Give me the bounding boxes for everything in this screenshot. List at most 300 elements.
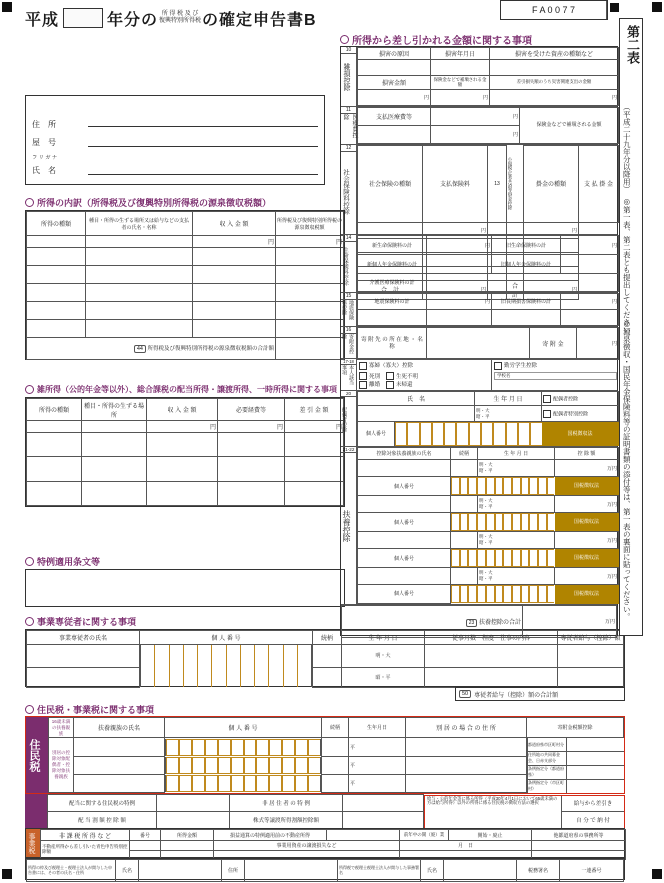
unit-manen-4: 万円 bbox=[606, 573, 617, 580]
medical-paid-input[interactable] bbox=[431, 108, 520, 126]
life-new-label: 新生命保険料の計 bbox=[358, 236, 427, 255]
resident-side-text: 住民税 bbox=[28, 738, 40, 772]
social-mid-label-cell bbox=[507, 146, 524, 223]
row-cell[interactable] bbox=[27, 320, 86, 338]
form-number-row bbox=[500, 0, 608, 18]
dep-mark-4a: 明・大 bbox=[479, 570, 493, 576]
dep-mark-4b: 昭・平 bbox=[479, 576, 493, 582]
eq-blank-3[interactable] bbox=[492, 310, 561, 326]
name-line[interactable] bbox=[88, 174, 318, 175]
dep-mynumber-tag-2 bbox=[555, 512, 619, 532]
right-panel-title-text: 所得から差し引かれる金額に関する事項 bbox=[352, 35, 532, 47]
dep-birth-input-1[interactable] bbox=[478, 460, 555, 476]
col-bt-nontax: 非 課 税 所 得 な ど bbox=[41, 830, 130, 841]
row-cell[interactable] bbox=[147, 457, 218, 481]
donation-place-input[interactable] bbox=[427, 328, 530, 360]
notreturned-label: 未帰還 bbox=[396, 382, 413, 389]
row-cell[interactable] bbox=[82, 432, 147, 456]
title-suffix: の確定申告書B bbox=[202, 11, 317, 29]
social-total-label-2: 合 計 bbox=[507, 280, 524, 299]
dep-birth-input-3[interactable] bbox=[478, 532, 555, 548]
bullet-icon bbox=[25, 385, 34, 394]
donation-amount-input[interactable] bbox=[577, 328, 619, 360]
title-small-2: 復興特別所得税 bbox=[159, 18, 202, 24]
dividend-deduct-input[interactable] bbox=[157, 812, 230, 829]
row-cell[interactable] bbox=[27, 432, 82, 456]
footer-taxname-input[interactable] bbox=[444, 860, 517, 882]
col-bt-realestate: 損益通算の特例適用前の不動産所得 bbox=[214, 830, 327, 841]
row-cell[interactable] bbox=[86, 284, 193, 302]
row-cell[interactable] bbox=[322, 738, 349, 757]
notreturned-checkbox[interactable] bbox=[386, 381, 394, 389]
yen-13: 円 bbox=[611, 299, 617, 305]
misc-unit-yen: 円 bbox=[285, 421, 344, 432]
donation-subtable bbox=[527, 738, 624, 793]
dep-relation-input-1[interactable] bbox=[451, 460, 478, 476]
address-block bbox=[25, 95, 325, 185]
row-cell[interactable] bbox=[425, 667, 558, 687]
year-input[interactable] bbox=[63, 8, 103, 28]
nonresident-label: 非 居 住 者 の 特 例 bbox=[230, 795, 343, 812]
row-cell[interactable] bbox=[406, 774, 527, 792]
donation-row-3: 条例指定分（都道府県） bbox=[528, 766, 564, 778]
resident-title-text: 住民税・事業税に関する事項 bbox=[37, 704, 155, 715]
casualty-amount-input[interactable] bbox=[358, 90, 431, 106]
life-newpension-input[interactable] bbox=[427, 255, 492, 274]
dep-mynumber-tag-text-4: 国税徴収法 bbox=[573, 591, 599, 598]
bt-openclose-month: 月 日 bbox=[400, 841, 532, 851]
casualty-related-input[interactable] bbox=[490, 90, 619, 106]
donation-input-2[interactable] bbox=[566, 752, 624, 765]
row-cell[interactable] bbox=[74, 738, 165, 757]
bt-number-input[interactable] bbox=[130, 841, 161, 851]
row-donation-no: 16 bbox=[341, 327, 356, 334]
row-cell[interactable] bbox=[322, 756, 349, 774]
donation-row-2: 住所地の共同募金会、日赤支部分 bbox=[528, 752, 560, 764]
special-provisions-box[interactable] bbox=[25, 569, 345, 607]
row-cell[interactable] bbox=[276, 266, 344, 284]
row-cell[interactable] bbox=[285, 481, 344, 505]
medical-blank bbox=[358, 126, 431, 144]
res-birth-mark-3: 平 bbox=[349, 774, 406, 792]
row-earthquake-label: 地震保険料控除 bbox=[341, 300, 354, 320]
row-donation bbox=[341, 327, 617, 359]
row-cell[interactable] bbox=[82, 457, 147, 481]
dep-name-input-1[interactable] bbox=[358, 460, 451, 476]
row-medical-marker bbox=[341, 107, 357, 144]
dep-total-input[interactable] bbox=[523, 606, 617, 638]
donation-place-label: 寄 附 先 の 所 在 地 ・ 名 称 bbox=[358, 328, 427, 360]
row-cell[interactable] bbox=[27, 266, 86, 284]
unit-manen-total: 万円 bbox=[604, 619, 615, 625]
dep-name-input-4[interactable] bbox=[358, 568, 451, 584]
casualty-cause-input[interactable] bbox=[358, 60, 431, 76]
yen-8: 円 bbox=[480, 287, 486, 293]
casualty-date-label: 損害年月日 bbox=[431, 48, 490, 60]
casualty-insurance-input[interactable] bbox=[431, 90, 490, 106]
dep-relation-input-3[interactable] bbox=[451, 532, 478, 548]
dep-mynumber-cells-3[interactable] bbox=[451, 548, 555, 568]
row-cell[interactable] bbox=[276, 302, 344, 320]
col-bt-openclose: 前年中の開（廃）業 bbox=[400, 830, 449, 841]
res-number-cells-1[interactable] bbox=[165, 738, 322, 757]
row-cell[interactable] bbox=[147, 481, 218, 505]
title-prefix: 平成 bbox=[25, 11, 60, 29]
misc-income-table bbox=[25, 397, 345, 507]
bullet-icon bbox=[25, 705, 34, 714]
casualty-related-label: 差引損失額のうち災害関連支出の金額 bbox=[490, 76, 619, 90]
dep-mynumber-tag-1 bbox=[555, 476, 619, 496]
bt-realestate-input[interactable] bbox=[327, 830, 400, 841]
employee-total-label: 専従者給与（控除）額の合計額 bbox=[474, 692, 559, 699]
spouse-deduction-label: 配偶者控除 bbox=[553, 395, 579, 402]
col-bt-amount: 所得金額 bbox=[161, 830, 214, 841]
dep-mynumber-tag-text-1: 国税徴収法 bbox=[573, 483, 599, 490]
dep-amount-input-3[interactable] bbox=[555, 532, 619, 548]
row-cell[interactable] bbox=[27, 457, 82, 481]
dep-name-input-3[interactable] bbox=[358, 532, 451, 548]
life-care-input[interactable] bbox=[427, 274, 619, 292]
misc-unit-blank bbox=[27, 421, 82, 432]
dep-mark-2b: 昭・平 bbox=[479, 504, 493, 510]
dep-name-input-2[interactable] bbox=[358, 496, 451, 512]
col-misc-expense: 必要経費等 bbox=[218, 399, 285, 421]
row-cell[interactable] bbox=[276, 284, 344, 302]
choice-salary-deduct[interactable]: 給与から差引き bbox=[562, 796, 624, 813]
dep-mynumber-label-2: 個人番号 bbox=[358, 512, 451, 532]
donation-input-1[interactable] bbox=[566, 738, 624, 751]
row-cell[interactable] bbox=[27, 667, 140, 687]
eq-blank-1[interactable] bbox=[358, 310, 427, 326]
row-spouse bbox=[341, 391, 617, 447]
row-cell[interactable] bbox=[86, 248, 193, 266]
total-row-mark: 44 bbox=[134, 345, 146, 353]
row-casualty-no: 10 bbox=[341, 47, 356, 54]
yen-1: 円 bbox=[423, 95, 429, 101]
row-spouse-no: 20 bbox=[341, 391, 356, 397]
row-dependents-label: 扶養控除 bbox=[342, 510, 351, 542]
dep-mark-3a: 明・大 bbox=[479, 534, 493, 540]
dep-mark-3b: 昭・平 bbox=[479, 540, 493, 546]
row-dependents bbox=[341, 447, 617, 605]
tab-note-1: （平成二十九年分以降用） ◎第一表、第二表とも提出してください。 bbox=[622, 103, 632, 341]
spouse-special-label: 配偶者特別控除 bbox=[553, 410, 589, 417]
unit-manen-2: 万円 bbox=[606, 501, 617, 508]
row-cell[interactable] bbox=[313, 645, 342, 668]
life-oldpension-label: 旧個人年金保険料の計 bbox=[492, 255, 561, 274]
spouse-birth-header: 生 年 月 日 bbox=[475, 392, 542, 406]
col-bt-offices: 他都道府県の事務所等 bbox=[532, 830, 626, 841]
spouse-mark-2: 昭・平 bbox=[476, 413, 490, 419]
donation-input-4[interactable] bbox=[566, 780, 624, 793]
life-oldpension-input[interactable] bbox=[561, 255, 619, 274]
col-emp-work: 従事月数・程度・仕事の内容 bbox=[425, 631, 558, 645]
dep-total-mark: 23 bbox=[466, 619, 478, 627]
dep-mynumber-tag-text-2: 国税徴収法 bbox=[573, 519, 599, 526]
row-cell[interactable] bbox=[27, 302, 86, 320]
dividend-special-input[interactable] bbox=[157, 795, 230, 812]
address-line[interactable] bbox=[88, 126, 318, 127]
col-amount: 収 入 金 額 bbox=[193, 212, 276, 236]
spouse-special-cell bbox=[542, 406, 619, 422]
row-cell[interactable] bbox=[27, 481, 82, 505]
res-birth-mark-2: 平 bbox=[349, 756, 406, 774]
row-casualty-loss bbox=[341, 47, 617, 107]
casualty-insurance-label: 保険金などで補塡される金額 bbox=[431, 76, 490, 90]
row-cell[interactable] bbox=[218, 457, 285, 481]
bereaved-checkbox[interactable] bbox=[359, 372, 367, 380]
spouse-name-header: 氏 名 bbox=[358, 392, 475, 406]
address-label: 住 所 bbox=[32, 119, 56, 129]
eq-blank-4[interactable] bbox=[561, 310, 619, 326]
total-row-value[interactable] bbox=[276, 338, 344, 360]
footer-col-7: 一連番号 bbox=[560, 860, 624, 882]
second-sheet-tab bbox=[619, 18, 643, 636]
spouse-birth-mark bbox=[475, 406, 542, 422]
unit-manen-1: 万円 bbox=[606, 465, 617, 472]
row-cell[interactable] bbox=[425, 645, 558, 668]
medical-insurance-input[interactable] bbox=[431, 126, 520, 144]
row-cell[interactable] bbox=[86, 302, 193, 320]
bullet-icon bbox=[25, 557, 34, 566]
footer-address-input[interactable] bbox=[245, 860, 338, 882]
footer-col-6: 税務署名 bbox=[517, 860, 560, 882]
misc-unit-yen: 円 bbox=[218, 421, 285, 432]
row-cell[interactable] bbox=[276, 248, 344, 266]
row-cell[interactable] bbox=[27, 645, 140, 668]
col-res-birth: 生年月日 bbox=[349, 718, 406, 738]
row-cell[interactable] bbox=[285, 457, 344, 481]
unknown-checkbox[interactable] bbox=[386, 372, 394, 380]
footer-name-input[interactable] bbox=[139, 860, 222, 882]
business-tax-table bbox=[25, 828, 625, 858]
col-misc-net: 差 引 金 額 bbox=[285, 399, 344, 421]
yago-label: 屋 号 bbox=[32, 137, 56, 147]
unknown-label: 生死不明 bbox=[396, 373, 419, 380]
unit-blank-2 bbox=[86, 236, 193, 248]
row-cell[interactable] bbox=[558, 645, 624, 668]
spouse-mynumber-label: 個人番号 bbox=[358, 422, 395, 447]
emp-number-cells-2[interactable] bbox=[140, 667, 313, 687]
col-misc-place: 種目・所得の生ずる場所 bbox=[82, 399, 147, 421]
social-mid-label: 小規模企業共済等掛金控除 bbox=[508, 157, 513, 210]
social-no2: 13 bbox=[488, 146, 507, 223]
dep-birth-input-2[interactable] bbox=[478, 496, 555, 512]
col-emp-number: 個 人 番 号 bbox=[140, 631, 313, 645]
dep-mynumber-cells-1[interactable] bbox=[451, 476, 555, 496]
col-bt-openclose-date: 開始・廃止 bbox=[449, 830, 532, 841]
res-number-cells-3[interactable] bbox=[165, 774, 322, 792]
emp-number-cells[interactable] bbox=[140, 645, 313, 668]
life-new-input[interactable] bbox=[427, 236, 492, 255]
row-medical-label: 医療費控除 bbox=[342, 114, 357, 138]
row-medical-no: 11 bbox=[341, 107, 356, 114]
footer-col-5: 氏名 bbox=[421, 860, 444, 882]
dep-amount-input-2[interactable] bbox=[555, 496, 619, 512]
col-res-donation: 寄附金税額控除 bbox=[527, 718, 624, 738]
row-cell[interactable] bbox=[406, 738, 527, 757]
title-small-1: 所 得 税 及 び bbox=[161, 11, 199, 18]
stock-deduct-label: 株式等譲渡所得割額控除額 bbox=[230, 812, 343, 829]
row-cell[interactable] bbox=[406, 756, 527, 774]
row-cell[interactable] bbox=[27, 248, 86, 266]
dep-mynumber-tag-4 bbox=[555, 584, 619, 603]
dep-mynumber-cells-2[interactable] bbox=[451, 512, 555, 532]
row-earthquake-no: 15 bbox=[341, 293, 356, 300]
row-personal-status bbox=[341, 359, 617, 391]
nonresident-input[interactable] bbox=[343, 795, 424, 812]
dep-amount-input-1[interactable] bbox=[555, 460, 619, 476]
dep-total-label-cell bbox=[342, 606, 523, 638]
divorced-checkbox[interactable] bbox=[359, 381, 367, 389]
row-cell[interactable] bbox=[276, 320, 344, 338]
dep-amount-header: 控 除 額 bbox=[555, 448, 619, 460]
total-row-label bbox=[27, 338, 276, 360]
row-life-marker bbox=[341, 235, 357, 292]
bt-loss-label: 事業用資産の譲渡損失など bbox=[214, 841, 400, 851]
social-premium-label: 支払保険料 bbox=[423, 146, 488, 223]
donation-input-3[interactable] bbox=[566, 766, 624, 779]
row-cell[interactable] bbox=[193, 284, 276, 302]
eq-blank-2[interactable] bbox=[427, 310, 492, 326]
yago-line[interactable] bbox=[88, 146, 318, 147]
eq-input[interactable] bbox=[427, 294, 492, 310]
row-life-no: 14 bbox=[341, 235, 356, 242]
social-right-amount: 支 払 掛 金 bbox=[579, 146, 619, 223]
dep-relation-input-4[interactable] bbox=[451, 568, 478, 584]
row-life-insurance bbox=[341, 235, 617, 293]
spouse-mynumber-cells[interactable] bbox=[395, 422, 542, 447]
row-cell[interactable] bbox=[313, 667, 342, 687]
dep-mark-1a: 明・大 bbox=[479, 462, 493, 468]
row-cell[interactable] bbox=[218, 432, 285, 456]
row-cell[interactable] bbox=[147, 432, 218, 456]
casualty-asset-input[interactable] bbox=[490, 60, 619, 76]
row-cell[interactable] bbox=[193, 320, 276, 338]
yen-2: 円 bbox=[482, 95, 488, 101]
life-old-label: 旧生命保険料の計 bbox=[492, 236, 561, 255]
business-side-label bbox=[26, 829, 40, 857]
row-status-marker bbox=[341, 359, 357, 390]
unit-blank-1 bbox=[27, 236, 86, 248]
title-mid: 年分の bbox=[107, 11, 159, 29]
spouse-mynumber-tag-text: 国税徴収法 bbox=[567, 431, 593, 437]
spouse-special-checkbox[interactable] bbox=[543, 410, 551, 418]
bullet-icon bbox=[25, 617, 34, 626]
row-status-no: 17-18 bbox=[341, 359, 356, 365]
furigana-label: フ リ ガ ナ bbox=[32, 155, 58, 162]
section-resident-title bbox=[25, 703, 285, 715]
casualty-date-input[interactable] bbox=[431, 60, 490, 76]
row-casualty-marker bbox=[341, 47, 357, 106]
working-student-checkbox[interactable] bbox=[494, 362, 502, 370]
deductions-table bbox=[340, 46, 618, 636]
col-misc-amount: 収 入 金 額 bbox=[147, 399, 218, 421]
donation-row-4: 条例指定分（市区町村） bbox=[528, 780, 564, 792]
col-source: 種目・所得の生ずる場所又は給与などの支払者の氏名・名称 bbox=[86, 212, 193, 236]
row-spouse-marker bbox=[341, 391, 357, 446]
choice-self-pay[interactable]: 自 分 で 納 付 bbox=[576, 817, 610, 824]
row-cell[interactable] bbox=[193, 248, 276, 266]
unit-yen-left: 円 bbox=[193, 236, 276, 248]
yen-14: 円 bbox=[611, 341, 617, 347]
row-cell[interactable] bbox=[193, 266, 276, 284]
eq-old-input[interactable] bbox=[561, 294, 619, 310]
bt-left-row-1: 不動産所得から差し引いた青色申告特別控除額 bbox=[42, 844, 128, 854]
row-cell[interactable] bbox=[82, 481, 147, 505]
col-emp-relation: 続柄 bbox=[313, 631, 342, 645]
footer-row bbox=[25, 858, 625, 880]
resident-tax-table bbox=[25, 716, 625, 794]
spouse-mark-1: 明・大 bbox=[476, 407, 490, 413]
life-care-label: 介護医療保険料の計 bbox=[358, 274, 427, 292]
yen-3: 円 bbox=[611, 95, 617, 101]
income-detail-title-text: 所得の内訳（所得税及び復興特別所得税の源泉徴収税額） bbox=[37, 197, 272, 208]
row-spouse-label: 配偶者控除 bbox=[341, 406, 347, 432]
dep-relation-header: 続柄 bbox=[451, 448, 478, 460]
misc-unit-yen: 円 bbox=[147, 421, 218, 432]
casualty-asset-label: 損害を受けた資産の種類など bbox=[490, 48, 619, 60]
life-old-input[interactable] bbox=[561, 236, 619, 255]
bt-amount-input[interactable] bbox=[161, 841, 214, 851]
row-donation-label: 寄附金控除 bbox=[341, 334, 354, 354]
row-cell[interactable] bbox=[27, 284, 86, 302]
row-dependents-total bbox=[341, 605, 617, 637]
resident-lower-rows bbox=[25, 794, 625, 828]
school-name-field[interactable] bbox=[494, 372, 617, 380]
row-cell[interactable] bbox=[74, 774, 165, 792]
widow-checkbox[interactable] bbox=[359, 362, 367, 370]
dep-mark-1b: 昭・平 bbox=[479, 468, 493, 474]
row-earthquake bbox=[341, 293, 617, 327]
row-cell[interactable] bbox=[74, 756, 165, 774]
row-cell[interactable] bbox=[285, 432, 344, 456]
misc-unit-blank bbox=[82, 421, 147, 432]
dep-mynumber-cells-4[interactable] bbox=[451, 584, 555, 603]
dep-total-label: 扶養控除の合計 bbox=[478, 620, 521, 626]
bt-offices-input[interactable] bbox=[532, 841, 626, 851]
spouse-name-input[interactable] bbox=[358, 406, 475, 422]
row-cell[interactable] bbox=[322, 774, 349, 792]
bullet-icon bbox=[25, 198, 34, 207]
dep-birth-header: 生 年 月 日 bbox=[478, 448, 555, 460]
dep-birth-input-4[interactable] bbox=[478, 568, 555, 584]
res-number-cells-2[interactable] bbox=[165, 756, 322, 774]
form-title bbox=[25, 5, 325, 31]
row-social-label: 社会保険料控除 bbox=[342, 169, 349, 215]
col-emp-salary: 専従者給与（控除）額 bbox=[558, 631, 624, 645]
dep-relation-input-2[interactable] bbox=[451, 496, 478, 512]
row-cell[interactable] bbox=[558, 667, 624, 687]
row-dependents-no: 21-22 bbox=[342, 447, 355, 452]
yen-9: 円 bbox=[571, 287, 577, 293]
dep-amount-input-4[interactable] bbox=[555, 568, 619, 584]
form-number-prefix-box[interactable] bbox=[480, 0, 498, 18]
col-res-number: 個 人 番 号 bbox=[165, 718, 322, 738]
row-medical bbox=[341, 107, 617, 145]
footer-col-1: 所得の枠及び税理士・税理士法人が関与した申告書には、その者の氏名・住所 bbox=[27, 860, 116, 882]
eq-label: 地震保険料の計 bbox=[358, 294, 427, 310]
divorced-label: 離婚 bbox=[369, 382, 381, 389]
stock-deduct-input[interactable] bbox=[343, 812, 424, 829]
casualty-cause-label: 損害の原因 bbox=[358, 48, 431, 60]
row-cell[interactable] bbox=[193, 302, 276, 320]
row-cell[interactable] bbox=[86, 266, 193, 284]
spouse-deduction-checkbox[interactable] bbox=[543, 395, 551, 403]
medical-paid-label: 支払医療費等 bbox=[358, 108, 431, 126]
row-cell[interactable] bbox=[86, 320, 193, 338]
row-cell[interactable] bbox=[218, 481, 285, 505]
